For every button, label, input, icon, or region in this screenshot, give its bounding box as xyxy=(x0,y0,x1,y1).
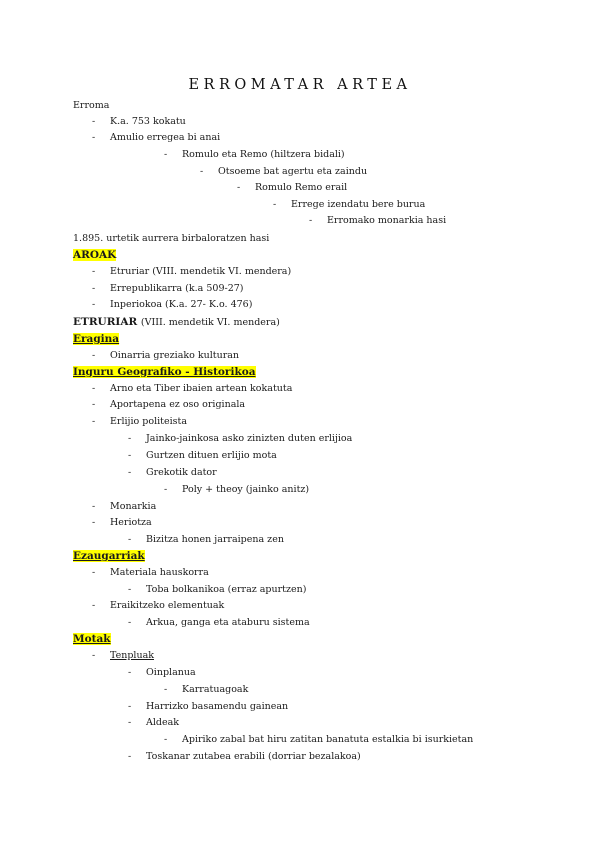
bullet-dash: - xyxy=(128,584,132,595)
bullet-dash: - xyxy=(92,399,96,410)
bullet-dash: - xyxy=(92,567,96,578)
bullet-dash: - xyxy=(200,166,204,177)
list-item: Oinarria greziako kulturan xyxy=(110,350,240,361)
list-item-underlined: Tenpluak xyxy=(110,650,154,661)
bullet-dash: - xyxy=(164,734,168,745)
list-item: Romulo eta Remo (hiltzera bidali) xyxy=(182,149,345,160)
bullet-dash: - xyxy=(128,534,132,545)
list-item: K.a. 753 kokatu xyxy=(110,116,186,127)
bullet-dash: - xyxy=(128,701,132,712)
section-heading-subtitle: (VIII. mendetik VI. mendera) xyxy=(140,317,280,328)
bullet-dash: - xyxy=(92,501,96,512)
subheading-motak: Motak xyxy=(73,633,111,645)
bullet-dash: - xyxy=(92,283,96,294)
list-item: Grekotik dator xyxy=(146,467,217,478)
bullet-dash: - xyxy=(128,667,132,678)
list-item: Gurtzen dituen erlijio mota xyxy=(146,450,277,461)
list-item: Otsoeme bat agertu eta zaindu xyxy=(218,166,368,177)
list-item: Toba bolkanikoa (erraz apurtzen) xyxy=(146,584,307,595)
bullet-dash: - xyxy=(128,450,132,461)
bullet-dash: - xyxy=(128,617,132,628)
text-line: Erroma xyxy=(73,100,110,111)
bullet-dash: - xyxy=(92,299,96,310)
list-item: Arkua, ganga eta ataburu sistema xyxy=(146,617,310,628)
section-heading-aroak: AROAK xyxy=(73,249,117,261)
bullet-dash: - xyxy=(92,350,96,361)
subheading-inguru: Inguru Geografiko - Historikoa xyxy=(73,366,256,378)
list-item: Harrizko basamendu gainean xyxy=(146,701,289,712)
list-item: Apiriko zabal bat hiru zatitan banatuta estalkia bi isurkietan xyxy=(182,734,474,745)
bullet-dash: - xyxy=(92,600,96,611)
list-item: Toskanar zutabea erabili (dorriar bezalakoa) xyxy=(146,751,361,762)
bullet-dash: - xyxy=(128,717,132,728)
bullet-dash: - xyxy=(164,149,168,160)
list-item: Erromako monarkia hasi xyxy=(327,215,447,226)
list-item: Inperiokoa (K.a. 27- K.o. 476) xyxy=(110,299,253,310)
bullet-dash: - xyxy=(309,215,313,226)
bullet-dash: - xyxy=(273,199,277,210)
subheading-eragina: Eragina xyxy=(73,333,120,345)
bullet-dash: - xyxy=(92,132,96,143)
list-item: Erlijio politeista xyxy=(110,416,187,427)
bullet-dash: - xyxy=(128,433,132,444)
list-item: Errege izendatu bere burua xyxy=(291,199,426,210)
bullet-dash: - xyxy=(92,116,96,127)
list-item: Eraikitzeko elementuak xyxy=(110,600,225,611)
document-title: ERROMATAR ARTEA xyxy=(188,77,412,93)
list-item: Jainko-jainkosa asko zinizten duten erlijioa xyxy=(146,433,353,444)
section-heading-etruriar: ETRURIAR xyxy=(73,316,138,328)
list-item: Aportapena ez oso originala xyxy=(110,399,246,410)
bullet-dash: - xyxy=(164,484,168,495)
bullet-dash: - xyxy=(237,182,241,193)
bullet-dash: - xyxy=(128,751,132,762)
list-item: Amulio erregea bi anai xyxy=(110,132,221,143)
list-item: Romulo Remo erail xyxy=(255,182,348,193)
bullet-dash: - xyxy=(92,266,96,277)
bullet-dash: - xyxy=(128,467,132,478)
bullet-dash: - xyxy=(92,650,96,661)
bullet-dash: - xyxy=(92,383,96,394)
list-item: Arno eta Tiber ibaien artean kokatuta xyxy=(110,383,293,394)
list-item: Materiala hauskorra xyxy=(110,567,209,578)
list-item: Poly + theoy (jainko anitz) xyxy=(182,484,310,495)
list-item: Aldeak xyxy=(146,717,180,728)
list-item: Oinplanua xyxy=(146,667,196,678)
list-item: Heriotza xyxy=(110,517,152,528)
list-item: Bizitza honen jarraipena zen xyxy=(146,534,284,545)
list-item: Karratuagoak xyxy=(182,684,249,695)
bullet-dash: - xyxy=(92,416,96,427)
bullet-dash: - xyxy=(164,684,168,695)
bullet-dash: - xyxy=(92,517,96,528)
subheading-ezaugarriak: Ezaugarriak xyxy=(73,550,145,562)
list-item: Monarkia xyxy=(110,501,157,512)
list-item: Etruriar (VIII. mendetik VI. mendera) xyxy=(110,266,292,277)
text-line: 1.895. urtetik aurrera birbaloratzen hasi xyxy=(73,233,270,244)
list-item: Errepublikarra (k.a 509-27) xyxy=(110,283,244,294)
